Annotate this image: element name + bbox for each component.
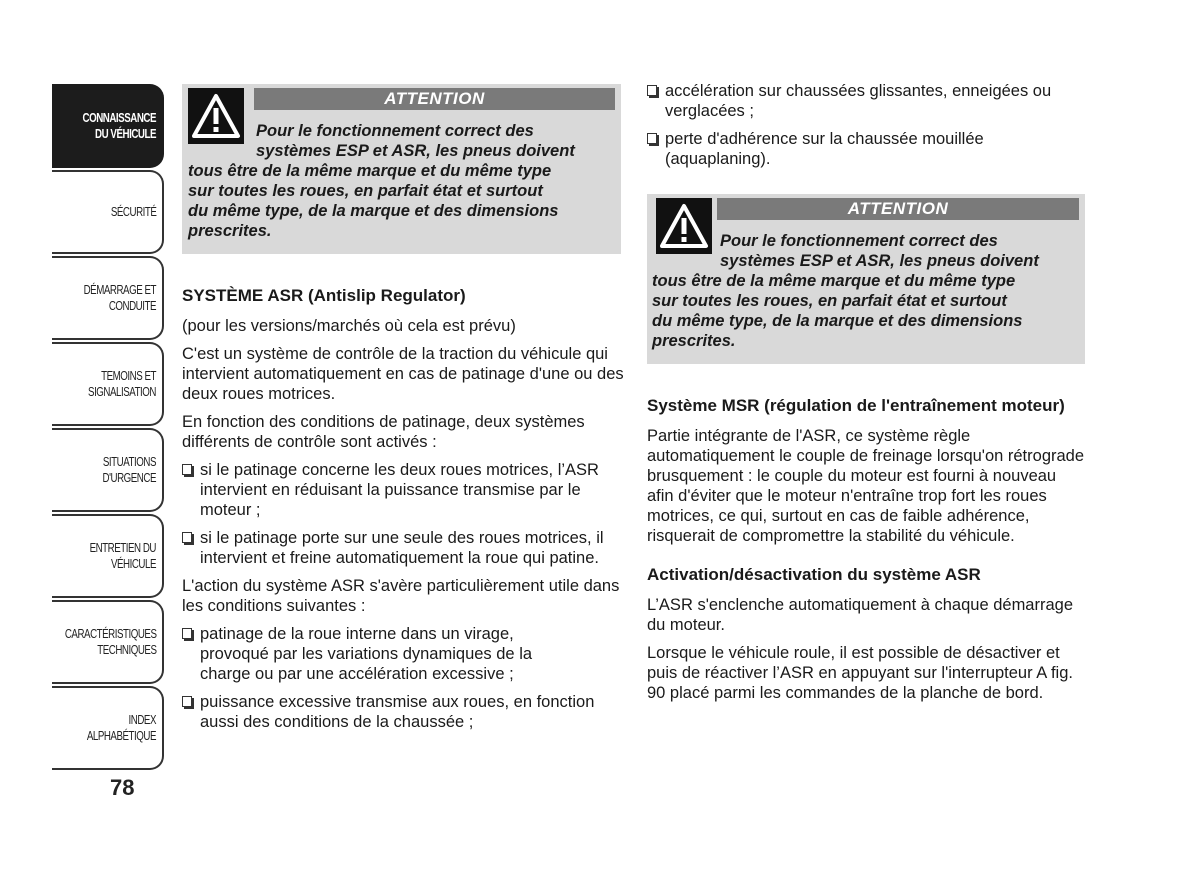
checkbox-bullet-icon bbox=[647, 133, 657, 144]
checkbox-bullet-icon bbox=[182, 532, 192, 543]
tab-temoins-et-signalisation[interactable]: TEMOINS ET SIGNALISATION bbox=[52, 342, 164, 426]
list-item: si le patinage porte sur une seule des roues motrices, il intervient et freine automatiquement la roue qui patine. bbox=[182, 528, 624, 568]
checkbox-bullet-icon bbox=[647, 85, 657, 96]
tab-index-alphabetique[interactable]: INDEX ALPHABÉTIQUE bbox=[52, 686, 164, 770]
list-item: puissance excessive transmise aux roues, en fonction aussi des conditions de la chaussée ; bbox=[182, 692, 624, 732]
right-column-body bbox=[647, 395, 1087, 711]
msr-heading: Système MSR (régulation de l'entraînement moteur) bbox=[647, 396, 1065, 415]
attention-title: ATTENTION bbox=[717, 198, 1079, 220]
paragraph: En fonction des conditions de patinage, deux systèmes différents de contrôle sont activés : bbox=[182, 413, 585, 451]
right-column-top bbox=[647, 81, 1087, 177]
asr-heading: SYSTÈME ASR (Antislip Regulator) bbox=[182, 286, 466, 305]
paragraph: L'action du système ASR s'avère particulièrement utile dans les conditions suivantes : bbox=[182, 577, 620, 615]
tab-demarrage-et-conduite[interactable]: DÉMARRAGE ET CONDUITE bbox=[52, 256, 164, 340]
tab-caracteristiques-techniques[interactable]: CARACTÉRISTIQUES TECHNIQUES bbox=[52, 600, 164, 684]
list-item: patinage de la roue interne dans un virage, provoqué par les variations dynamiques de la charge ou par une accélération excessive ; bbox=[182, 624, 624, 684]
activation-heading: Activation/désactivation du système ASR bbox=[647, 565, 981, 584]
attention-box-right bbox=[647, 194, 1085, 364]
attention-box-left bbox=[182, 84, 621, 254]
checkbox-bullet-icon bbox=[182, 464, 192, 475]
paragraph: (pour les versions/marchés où cela est prévu) bbox=[182, 317, 516, 335]
checkbox-bullet-icon bbox=[182, 696, 192, 707]
attention-title: ATTENTION bbox=[254, 88, 615, 110]
list-item: accélération sur chaussées glissantes, enneigées ou verglacées ; bbox=[647, 81, 1087, 121]
tab-entretien-du-vehicule[interactable]: ENTRETIEN DU VÉHICULE bbox=[52, 514, 164, 598]
left-column bbox=[182, 285, 624, 740]
paragraph: Partie intégrante de l'ASR, ce système règle automatiquement le couple de freinage lorsqu'on rétrograde brusquement : le couple du moteur est fourni à nouveau afin d'éviter que le moteur n'entraîne trop fort les roues motrices, ce qui, surtout en cas de faible adhérence, risquerait de compromettre la stabilité du véhicule. bbox=[647, 427, 1085, 545]
paragraph: Lorsque le véhicule roule, il est possible de désactiver et puis de réactiver l’ASR en appuyant sur l'interrupteur A fig. 90 placé parmi les commandes de la planche de bord. bbox=[647, 644, 1073, 702]
tab-securite[interactable]: SÉCURITÉ bbox=[52, 170, 164, 254]
attention-text: Pour le fonctionnement correct des systèmes ESP et ASR, les pneus doivent tous être de la même marque et du même type sur toutes les roues, en parfait état et surtout du même type, de la marque et des dimensions prescrites. bbox=[188, 122, 575, 240]
tab-situations-d-urgence[interactable]: SITUATIONS D'URGENCE bbox=[52, 428, 164, 512]
paragraph: L’ASR s'enclenche automatiquement à chaque démarrage du moteur. bbox=[647, 596, 1074, 634]
checkbox-bullet-icon bbox=[182, 628, 192, 639]
tab-connaissance-du-vehicule[interactable]: CONNAISSANCE DU VÉHICULE bbox=[52, 84, 164, 168]
page-number: 78 bbox=[110, 775, 135, 800]
list-item: perte d'adhérence sur la chaussée mouillée (aquaplaning). bbox=[647, 129, 1087, 169]
list-item: si le patinage concerne les deux roues motrices, l’ASR intervient en réduisant la puissance transmise par le moteur ; bbox=[182, 460, 624, 520]
attention-text: Pour le fonctionnement correct des systèmes ESP et ASR, les pneus doivent tous être de la même marque et du même type sur toutes les roues, en parfait état et surtout du même type, de la marque et des dimensions prescrites. bbox=[652, 232, 1039, 350]
paragraph: C'est un système de contrôle de la traction du véhicule qui intervient automatiquement en cas de patinage d'une ou des deux roues motrices. bbox=[182, 345, 624, 403]
